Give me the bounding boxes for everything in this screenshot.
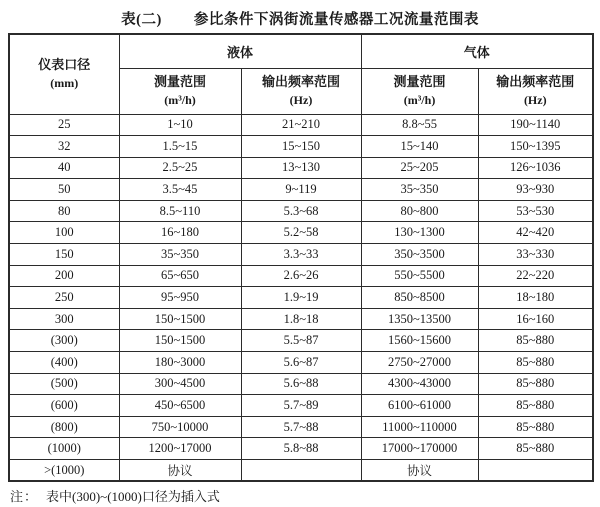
cell-gas-range: 11000~110000 <box>361 416 478 438</box>
header-gas-range-label: 测量范围 <box>393 74 446 89</box>
cell-diameter: 100 <box>9 222 119 244</box>
cell-liquid-frequency: 1.9~19 <box>241 287 361 309</box>
header-gas-frequency <box>478 68 593 114</box>
header-gas-range-unit: (m³/h) <box>403 93 436 107</box>
header-liquid-range-label: 测量范围 <box>153 74 206 89</box>
cell-gas-range: 850~8500 <box>361 287 478 309</box>
cell-gas-range: 80~800 <box>361 200 478 222</box>
table-row <box>9 460 593 482</box>
header-diameter <box>9 34 119 114</box>
cell-liquid-frequency: 13~130 <box>241 157 361 179</box>
cell-liquid-frequency: 5.5~87 <box>241 330 361 352</box>
cell-liquid-frequency <box>241 460 361 482</box>
cell-gas-frequency: 126~1036 <box>478 157 593 179</box>
header-gas-range <box>361 68 478 114</box>
cell-gas-range: 协议 <box>361 460 478 482</box>
cell-gas-frequency: 16~160 <box>478 308 593 330</box>
table-row <box>9 330 593 352</box>
cell-diameter: 200 <box>9 265 119 287</box>
cell-liquid-range: 3.5~45 <box>119 179 241 201</box>
cell-diameter: 32 <box>9 136 119 158</box>
cell-gas-range: 8.8~55 <box>361 114 478 136</box>
cell-gas-frequency: 53~530 <box>478 200 593 222</box>
cell-gas-range: 350~3500 <box>361 244 478 266</box>
cell-diameter: 25 <box>9 114 119 136</box>
cell-gas-frequency: 190~1140 <box>478 114 593 136</box>
header-diameter-unit: (mm) <box>50 76 79 91</box>
cell-liquid-range: 300~4500 <box>119 373 241 395</box>
table-row <box>9 373 593 395</box>
cell-liquid-range: 2.5~25 <box>119 157 241 179</box>
cell-diameter: (600) <box>9 395 119 417</box>
cell-liquid-range: 35~350 <box>119 244 241 266</box>
table-body <box>9 114 593 481</box>
table-row <box>9 438 593 460</box>
cell-liquid-frequency: 5.6~87 <box>241 352 361 374</box>
cell-gas-frequency: 150~1395 <box>478 136 593 158</box>
cell-gas-range: 25~205 <box>361 157 478 179</box>
cell-liquid-range: 16~180 <box>119 222 241 244</box>
cell-liquid-frequency: 5.8~88 <box>241 438 361 460</box>
cell-diameter: 80 <box>9 200 119 222</box>
cell-liquid-range: 180~3000 <box>119 352 241 374</box>
table-row <box>9 265 593 287</box>
cell-gas-frequency: 42~420 <box>478 222 593 244</box>
cell-gas-frequency: 18~180 <box>478 287 593 309</box>
table-number-label: 表(二) <box>121 12 162 28</box>
cell-gas-frequency <box>478 460 593 482</box>
cell-liquid-frequency: 5.6~88 <box>241 373 361 395</box>
cell-liquid-range: 450~6500 <box>119 395 241 417</box>
cell-gas-frequency: 85~880 <box>478 395 593 417</box>
cell-gas-frequency: 22~220 <box>478 265 593 287</box>
cell-liquid-frequency: 3.3~33 <box>241 244 361 266</box>
cell-liquid-range: 150~1500 <box>119 308 241 330</box>
cell-diameter: 40 <box>9 157 119 179</box>
cell-gas-range: 4300~43000 <box>361 373 478 395</box>
cell-gas-range: 1560~15600 <box>361 330 478 352</box>
header-liquid-frequency <box>241 68 361 114</box>
cell-gas-frequency: 93~930 <box>478 179 593 201</box>
table-row <box>9 308 593 330</box>
table-row <box>9 200 593 222</box>
cell-gas-range: 6100~61000 <box>361 395 478 417</box>
cell-diameter: 150 <box>9 244 119 266</box>
cell-gas-range: 130~1300 <box>361 222 478 244</box>
cell-liquid-frequency: 5.2~58 <box>241 222 361 244</box>
cell-liquid-frequency: 5.7~88 <box>241 416 361 438</box>
cell-gas-frequency: 85~880 <box>478 438 593 460</box>
cell-gas-range: 35~350 <box>361 179 478 201</box>
cell-liquid-frequency: 9~119 <box>241 179 361 201</box>
cell-liquid-frequency: 5.3~68 <box>241 200 361 222</box>
cell-diameter: 50 <box>9 179 119 201</box>
cell-diameter: (500) <box>9 373 119 395</box>
table-header <box>9 34 593 114</box>
cell-liquid-range: 8.5~110 <box>119 200 241 222</box>
header-liquid-range-unit: (m³/h) <box>164 93 196 107</box>
cell-liquid-range: 150~1500 <box>119 330 241 352</box>
cell-liquid-range: 95~950 <box>119 287 241 309</box>
table-title-text: 参比条件下涡街流量传感器工况流量范围表 <box>193 12 479 28</box>
cell-gas-range: 2750~27000 <box>361 352 478 374</box>
page-title <box>0 0 600 30</box>
table-row <box>9 179 593 201</box>
cell-gas-frequency: 85~880 <box>478 352 593 374</box>
header-gas-frequency-unit: (Hz) <box>523 93 547 107</box>
footnote-text: 表中(300)~(1000)口径为插入式 <box>46 489 220 505</box>
cell-liquid-frequency: 1.8~18 <box>241 308 361 330</box>
header-gas-frequency-label: 输出频率范围 <box>496 74 575 89</box>
cell-liquid-range: 750~10000 <box>119 416 241 438</box>
cell-liquid-frequency: 15~150 <box>241 136 361 158</box>
cell-liquid-range: 65~650 <box>119 265 241 287</box>
table-row <box>9 222 593 244</box>
cell-diameter: (400) <box>9 352 119 374</box>
cell-gas-frequency: 33~330 <box>478 244 593 266</box>
cell-gas-frequency: 85~880 <box>478 416 593 438</box>
cell-gas-frequency: 85~880 <box>478 373 593 395</box>
header-group-liquid: 液体 <box>119 34 361 68</box>
cell-liquid-range: 1200~17000 <box>119 438 241 460</box>
header-liquid-frequency-label: 输出频率范围 <box>262 74 341 89</box>
cell-diameter: (300) <box>9 330 119 352</box>
cell-gas-range: 17000~170000 <box>361 438 478 460</box>
header-liquid-frequency-unit: (Hz) <box>289 93 313 107</box>
table-row <box>9 157 593 179</box>
cell-diameter: 300 <box>9 308 119 330</box>
cell-gas-range: 15~140 <box>361 136 478 158</box>
table-row <box>9 416 593 438</box>
header-group-gas: 气体 <box>361 34 593 68</box>
cell-diameter: (1000) <box>9 438 119 460</box>
table-row <box>9 114 593 136</box>
flow-range-table <box>8 33 594 482</box>
cell-liquid-frequency: 2.6~26 <box>241 265 361 287</box>
header-liquid-range <box>119 68 241 114</box>
footnote <box>10 486 600 505</box>
cell-diameter: 250 <box>9 287 119 309</box>
table-row <box>9 136 593 158</box>
footnote-label: 注： <box>10 489 39 505</box>
table-row <box>9 287 593 309</box>
cell-diameter: (800) <box>9 416 119 438</box>
cell-liquid-frequency: 21~210 <box>241 114 361 136</box>
table-row <box>9 244 593 266</box>
table-row <box>9 352 593 374</box>
cell-gas-range: 550~5500 <box>361 265 478 287</box>
cell-liquid-frequency: 5.7~89 <box>241 395 361 417</box>
cell-liquid-range: 1.5~15 <box>119 136 241 158</box>
cell-liquid-range: 1~10 <box>119 114 241 136</box>
cell-diameter: >(1000) <box>9 460 119 482</box>
cell-gas-range: 1350~13500 <box>361 308 478 330</box>
table-row <box>9 395 593 417</box>
cell-liquid-range: 协议 <box>119 460 241 482</box>
header-diameter-label: 仪表口径 <box>38 57 91 73</box>
cell-gas-frequency: 85~880 <box>478 330 593 352</box>
